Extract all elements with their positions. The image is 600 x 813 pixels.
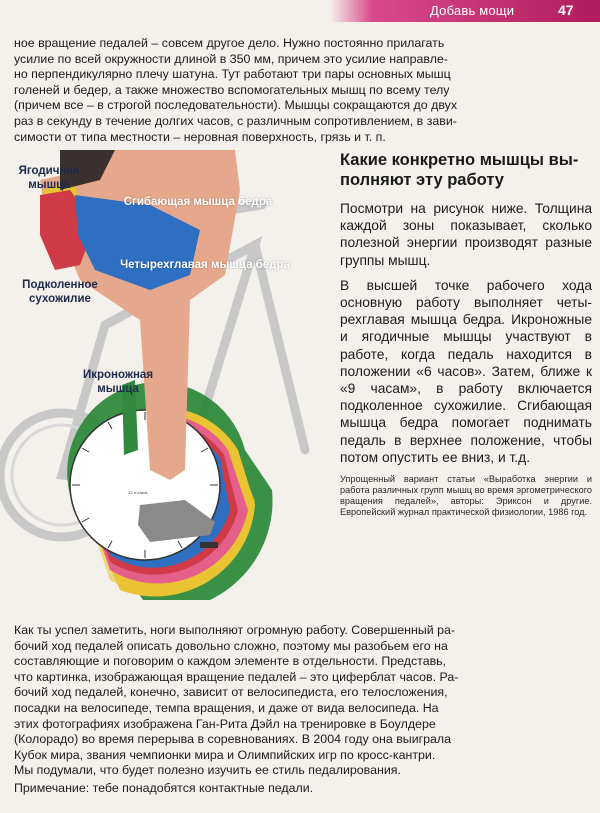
intro-line: голеней и бедер, а также множество вспомогательных мышц по всему телу xyxy=(14,82,450,97)
intro-line: ное вращение педалей – совсем другое дело. Нужно постоянно прилагать xyxy=(14,36,445,50)
body-line: Мы подумали, что будет полезно изучить ее стиль педалирования. xyxy=(14,763,401,778)
sidebar-paragraph: Посмотри на рисунок ниже. Толщина каждой зоны показывает, сколько полезной энергии производят разные группы мышц. xyxy=(340,201,592,268)
sidebar-column xyxy=(340,150,592,518)
intro-line: раз в секунду в течение долгих часов, с различным сопротивлением, в зави- xyxy=(14,113,457,128)
body-line: (Колорадо) во время перерыва в соревнованиях. В 2004 году она выиграла xyxy=(14,732,452,747)
label-hamstring-muscle: Сгибающая мышца бедра xyxy=(123,196,273,208)
body-line: этих фотографиях изображена Ган-Рита Дэйл на тренировке в Боулдере xyxy=(14,716,436,731)
page-number: 47 xyxy=(558,2,574,18)
body-line: Кубок мира, звания чемпионки мира и Олимпийских игр по кросс-кантри. xyxy=(14,747,436,762)
label-gluteus: Ягодичная мышца xyxy=(18,165,80,191)
body-line: бочий ход педалей, конечно, зависит от велосипедиста, его телосложения, xyxy=(14,685,448,700)
body-line: Как ты успел заметить, ноги выполняют огромную работу. Совершенный ра- xyxy=(14,623,456,637)
label-quadriceps: Четырехглавая мышца бедра xyxy=(120,259,290,271)
muscle-figure xyxy=(0,150,330,600)
sidebar-heading: Какие конкретно мышцы выполняют эту работу xyxy=(340,151,579,189)
clock-face xyxy=(70,410,220,560)
intro-line: но перпендикулярно плечу шатуна. Тут работают три пары основных мышц xyxy=(14,67,451,82)
intro-paragraph xyxy=(14,36,484,145)
label-hamstring-tendon: Подколенное сухожилие xyxy=(22,279,98,305)
body-line: посадки на велосипеде, темпа вращения, и даже от вида велосипеда. На xyxy=(14,700,439,715)
intro-line: усилие по всей окружности длиной в 350 мм, причем это усилие направле- xyxy=(14,51,448,66)
body-line: бочий ход педалей описать довольно сложно, поэтому мы разобьем его на xyxy=(14,638,448,653)
clock-mark: 12 o'clock xyxy=(128,490,148,495)
body-paragraph xyxy=(14,623,486,779)
intro-line: симости от типа местности – неровная поверхность, грязь и т. п. xyxy=(14,129,386,144)
pedal xyxy=(200,542,218,548)
body-line: что картинка, изображающая вращение педалей – это циферблат часов. Ра- xyxy=(14,669,459,684)
figure-caption: Упрощенный вариант статьи «Выработка энергии и работа различных групп мышц во время эргометрического вращения педалей», авторы: Эриксон и другие. Европейский журнал практической физиологии, 1986 год. xyxy=(340,474,592,518)
label-calf: Икроножная мышца xyxy=(82,369,154,395)
intro-line: (причем все – в строгой последовательности). Мышцы сокращаются до двух xyxy=(14,98,458,113)
body-line: составляющие и поговорим о каждом элементе в отдельности. Представь, xyxy=(14,654,447,669)
note: Примечание: тебе понадобятся контактные педали. xyxy=(14,781,314,795)
running-head: Добавь мощи xyxy=(430,3,515,18)
sidebar-paragraph: В высшей точке рабочего хода основную работу выполняет четырехглавая мышца бедра. Икроножные и ягодичные мышцы участвуют в работе, когда педаль находится в положении «6 часов». Затем, ближе к «9 часам», в работу включается подколенное сухожилие. Сгибающая мышца бедра помогает поднимать педаль в верхнее положение, чтобы потом опустить ее вниз, и т.д. xyxy=(340,277,592,465)
